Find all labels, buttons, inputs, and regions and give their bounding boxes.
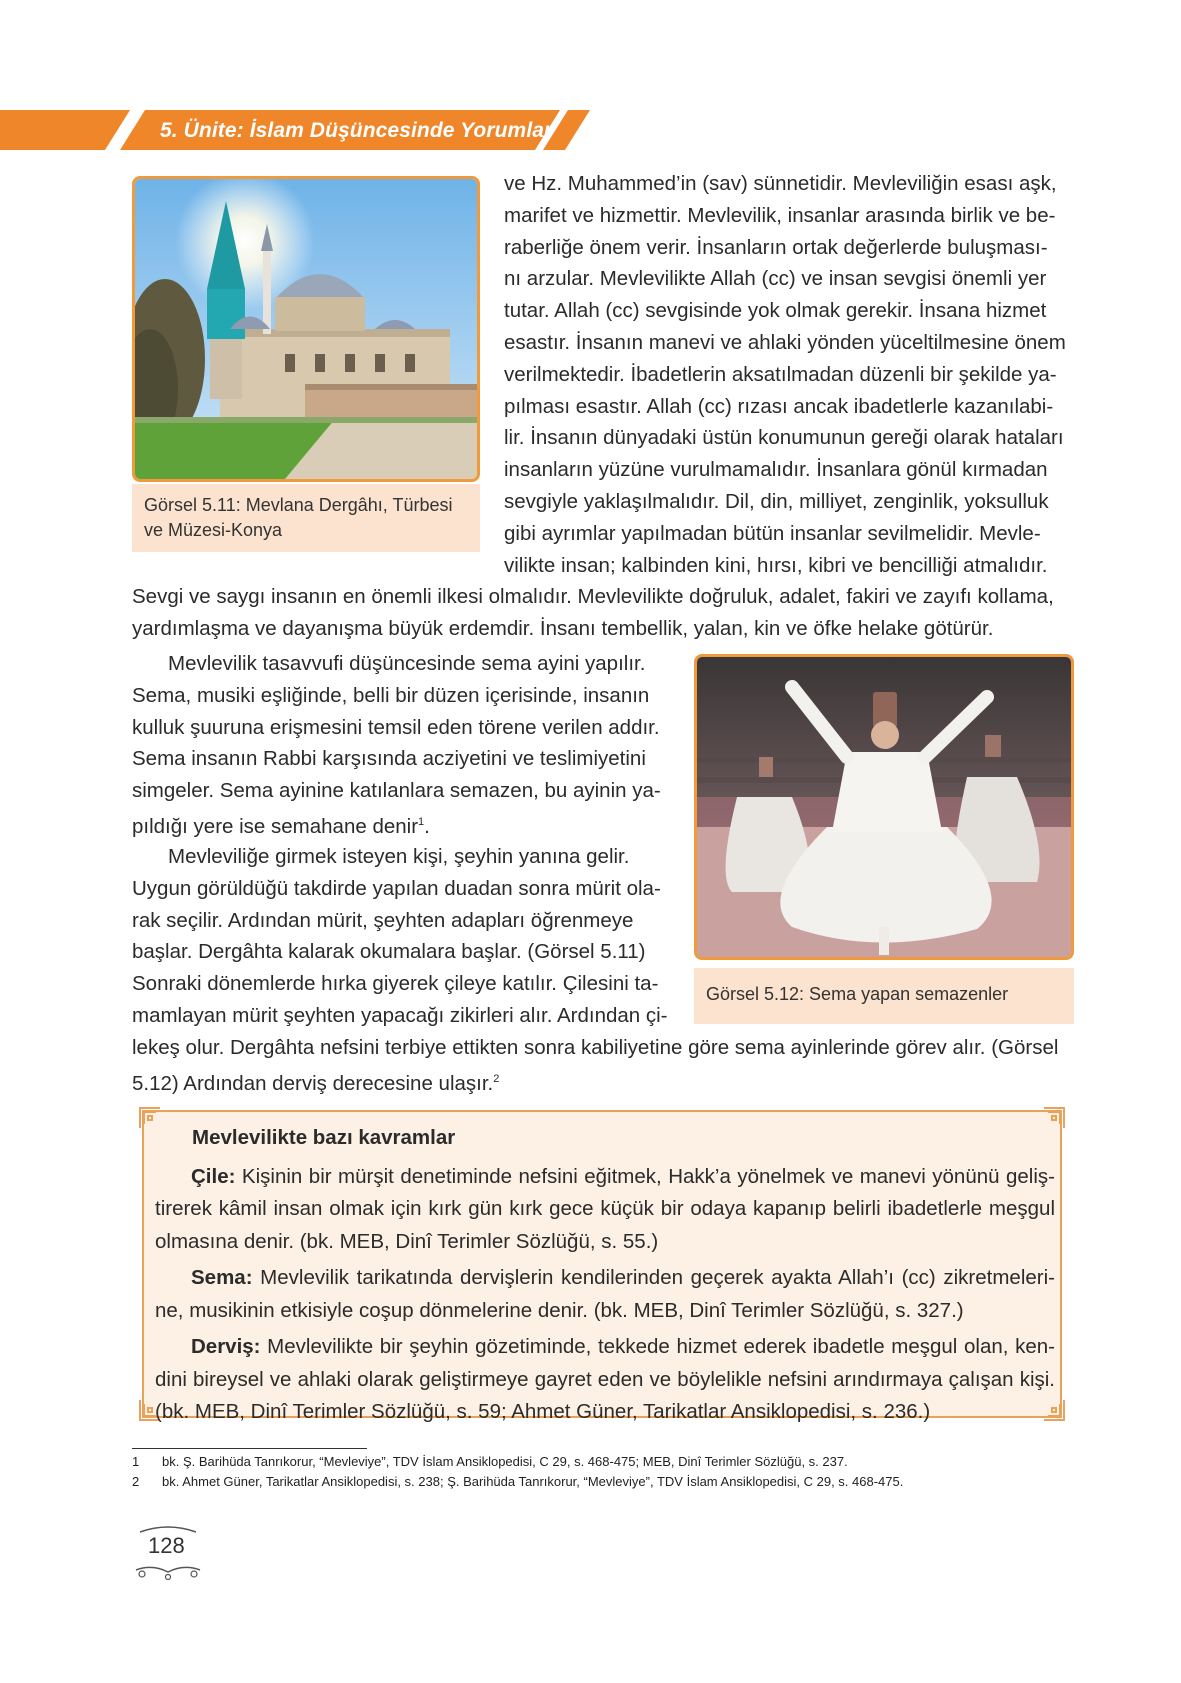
text-line: marifet ve hizmettir. Mevlevilik, insanlar arasında birlik ve be- (504, 203, 1056, 227)
paragraph-3-full (132, 1032, 1074, 1099)
footnote-rule (132, 1448, 367, 1449)
concept-content (155, 1110, 1055, 1429)
text-line: Sema insanın Rabbi karşısında acziyetini ve teslimiyetini (132, 747, 646, 771)
concept-term: Çile: (191, 1164, 236, 1188)
page-number: 128 (148, 1533, 185, 1558)
text-line: lekeş olur. Dergâhta nefsini terbiye ettikten sonra kabiliyetine göre sema ayinlerinde görev alır. (Görsel (132, 1036, 1059, 1059)
text-line: yardımlaşma ve dayanışma büyük erdemdir. İnsanı tembellik, yalan, kin ve öfke helake götürür. (132, 616, 994, 640)
text-line: Sonraki dönemlerde hırka giyerek çileye katılır. Çilesini ta- (132, 972, 659, 996)
text-line: sevgiyle yaklaşılmalıdır. Dil, din, milliyet, zenginlik, yoksulluk (504, 489, 1049, 513)
footnote-ref: 1 (418, 815, 425, 828)
text-line: Sevgi ve saygı insanın en önemli ilkesi olmalıdır. Mevlevilikte doğruluk, adalet, fakiri ve zayıfı kollama, (132, 585, 1054, 608)
text-line: Sema, musiki eşliğinde, belli bir düzen içerisinde, insanın (132, 683, 650, 707)
text-line: Uygun görüldüğü takdirde yapılan duadan sonra mürit ola- (132, 876, 661, 900)
text-line: Mevleviliğe girmek isteyen kişi, şeyhin yanına gelir. (168, 845, 630, 868)
footnote-1: 1 bk. Ş. Barihüda Tanrıkorur, “Mevleviye”, TDV İslam Ansiklopedisi, C 29, s. 468-475; MEB, Dinî Terimler Sözlüğü, s. 237. (132, 1454, 848, 1469)
sema-image (694, 654, 1074, 960)
mevlana-image (132, 176, 480, 482)
concept-item: Çile: Kişinin bir mürşit denetiminde nefsini eğitmek, Hakk’a yönelmek ve manevi yönünü geliş-tirerek kâmil insan olmak için kırk gün kırk gece küçük bir odaya kapanıp belirli ibadetlerle meşgul olmasına denir. (bk. MEB, Dinî Terimler Sözlüğü, s. 55.) (155, 1164, 1055, 1253)
text-line: başlar. Dergâhta kalarak okumalara başlar. (Görsel 5.11) (132, 940, 646, 964)
text-line: 5.12) Ardından derviş derecesine ulaşır.$^2$ (132, 1071, 500, 1095)
text-line: mamlayan mürit şeyhten yapacağı zikirleri alır. Ardından çi- (132, 1003, 668, 1027)
text-line: pılması esastır. Allah (cc) rızası ancak ibadetlerle kazanılabi- (504, 394, 1054, 418)
text-line: simgeler. Sema ayinine katılanlara semazen, bu ayinin ya- (132, 779, 661, 803)
footnote-ref: 2 (493, 1072, 500, 1085)
paragraph-1-column (504, 168, 1074, 581)
text-line: nı arzular. Mevlevilikte Allah (cc) ve insan sevgisi önemli yer (504, 267, 1047, 291)
paragraph-3 (132, 841, 669, 1032)
concept-item: Derviş: Mevlevilikte bir şeyhin gözetiminde, tekkede hizmet ederek ibadetle meşgul olan, ken-dini bireysel ve ahlaki olarak geliştirmeye gayret eden ve böylelikle nefsini arındırmaya çalışan kişi. (bk. MEB, Dinî Terimler Sözlüğü, s. 59; Ahmet Güner, Tarikatlar Ansiklopedisi, s. 236.) (155, 1335, 1055, 1423)
text-line: lir. İnsanın dünyadaki üstün konumunun gereği olarak hataları (504, 426, 1064, 450)
text-line: ve Hz. Muhammed’in (sav) sünnetidir. Mevleviliğin esası aşk, (504, 172, 1057, 195)
text-line: vilikte insan; kalbinden kini, hırsı, kibri ve bencilliği atmalıdır. (504, 553, 1048, 577)
concept-term: Derviş: (191, 1335, 261, 1358)
text-line: raberliğe önem verir. İnsanların ortak değerlerde buluşması- (504, 235, 1048, 259)
unit-title: 5. Ünite: İslam Düşüncesinde Yorumlar (160, 119, 553, 142)
text-line: insanların yüzüne vurulmamalıdır. İnsanlara gönül kırmadan (504, 458, 1048, 482)
concept-term: Sema: (191, 1266, 253, 1289)
footnotes (132, 1452, 1072, 1492)
text-line: gibi ayrımlar yapılmadan bütün insanlar sevilmelidir. Mevle- (504, 521, 1041, 545)
text-line: Mevlevilik tasavvufi düşüncesinde sema ayini yapılır. (168, 652, 646, 675)
figure-5-11-caption: Görsel 5.11: Mevlana Dergâhı, Türbesi ve Müzesi-Konya (132, 484, 480, 552)
text-line: tutar. Allah (cc) sevgisinde yok olmak gerekir. İnsana hizmet (504, 299, 1047, 323)
text-line: esastır. İnsanın manevi ve ahlaki yönden yüceltilmesine önem (504, 330, 1066, 354)
text-line: rak seçilir. Ardından mürit, şeyhten adapları öğrenmeye (132, 908, 634, 932)
text-line: kulluk şuuruna erişmesini temsil eden törene verilen addır. (132, 715, 660, 739)
paragraph-2 (132, 648, 669, 843)
paragraph-1-full (132, 581, 1074, 645)
concept-title: Mevlevilikte bazı kavramlar (192, 1126, 456, 1149)
text-line: pıldığı yere ise semahane denir$^1$. (132, 814, 430, 838)
figure-5-12-caption: Görsel 5.12: Sema yapan semazenler (694, 968, 1074, 1024)
footnote-2: 2 bk. Ahmet Güner, Tarikatlar Ansiklopedisi, s. 238; Ş. Barihüda Tanrıkorur, “Mevleviye”, TDV İslam Ansiklopedisi, C 29, s. 468-475. (132, 1474, 904, 1489)
concept-item: Sema: Mevlevilik tarikatında dervişlerin kendilerinden geçerek ayakta Allah’ı (cc) zikretmeleri-ne, musikinin etkisiyle coşup dönmelerine denir. (bk. MEB, Dinî Terimler Sözlüğü, s. 327.) (155, 1266, 1055, 1322)
text-line: verilmektedir. İbadetlerin aksatılmadan düzenli bir şekilde ya- (504, 362, 1057, 386)
